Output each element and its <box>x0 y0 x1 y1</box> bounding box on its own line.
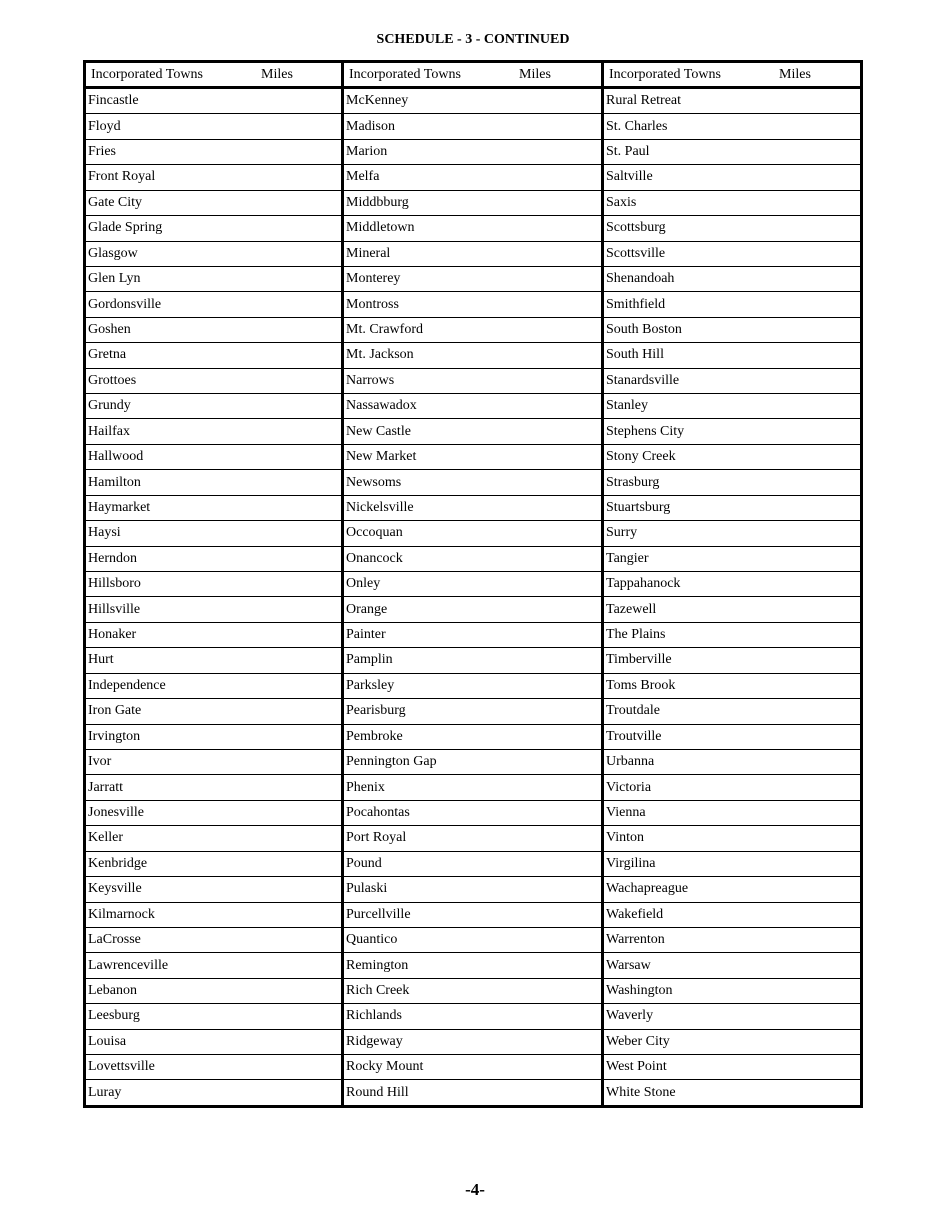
town-cell: Surry <box>604 521 860 546</box>
town-cell: Round Hill <box>346 1084 409 1100</box>
town-cell: Troutdale <box>604 699 860 724</box>
town-cell: Independence <box>86 674 341 699</box>
town-cell: Middbburg <box>344 191 601 216</box>
town-rows <box>86 89 341 1105</box>
town-cell: Shenandoah <box>604 267 860 292</box>
town-cell: Saxis <box>604 191 860 216</box>
town-cell: Pamplin <box>344 648 601 673</box>
town-cell: Gordonsville <box>86 292 341 317</box>
header-towns-label: Incorporated Towns <box>91 66 203 82</box>
town-cell: Honaker <box>86 623 341 648</box>
town-cell: Scottsville <box>604 242 860 267</box>
town-cell: Stony Creek <box>604 445 860 470</box>
town-cell: Remington <box>344 953 601 978</box>
town-cell: Warrenton <box>604 928 860 953</box>
town-cell: Glade Spring <box>86 216 341 241</box>
town-cell: Pembroke <box>344 725 601 750</box>
town-cell: Haysi <box>86 521 341 546</box>
town-cell: Warsaw <box>604 953 860 978</box>
town-cell: Stanley <box>604 394 860 419</box>
town-cell: Wakefield <box>604 903 860 928</box>
town-cell: McKenney <box>344 89 601 114</box>
page-title: SCHEDULE - 3 - CONTINUED <box>376 32 570 47</box>
town-cell: Jarratt <box>86 775 341 800</box>
town-cell: Victoria <box>604 775 860 800</box>
town-cell: Vinton <box>604 826 860 851</box>
town-cell: Madison <box>344 114 601 139</box>
town-cell: Mineral <box>344 242 601 267</box>
town-cell: Hailfax <box>86 419 341 444</box>
town-cell: Marion <box>344 140 601 165</box>
town-cell: Keysville <box>86 877 341 902</box>
town-cell: Gretna <box>86 343 341 368</box>
town-cell: Luray <box>88 1084 122 1100</box>
town-cell: Toms Brook <box>604 674 860 699</box>
town-cell: West Point <box>604 1055 860 1080</box>
header-miles-label: Miles <box>261 66 293 82</box>
town-cell: Gate City <box>86 191 341 216</box>
town-cell: Tangier <box>604 547 860 572</box>
town-cell: Parksley <box>344 674 601 699</box>
town-cell: Port Royal <box>344 826 601 851</box>
town-cell: Haymarket <box>86 496 341 521</box>
town-cell: South Hill <box>604 343 860 368</box>
town-cell: Narrows <box>344 369 601 394</box>
town-cell: Fries <box>86 140 341 165</box>
town-rows <box>604 89 860 1105</box>
town-cell: Mt. Crawford <box>344 318 601 343</box>
town-cell: Fincastle <box>86 89 341 114</box>
town-cell: Monterey <box>344 267 601 292</box>
town-cell: Leesburg <box>86 1004 341 1029</box>
town-cell: Middletown <box>344 216 601 241</box>
town-cell: St. Charles <box>604 114 860 139</box>
town-cell: Stephens City <box>604 419 860 444</box>
town-cell: New Market <box>344 445 601 470</box>
town-cell: Orange <box>344 597 601 622</box>
town-cell: Phenix <box>344 775 601 800</box>
town-cell: Hamilton <box>86 470 341 495</box>
town-cell: Troutville <box>604 725 860 750</box>
town-cell: LaCrosse <box>86 928 341 953</box>
town-cell: Quantico <box>344 928 601 953</box>
town-cell: Mt. Jackson <box>344 343 601 368</box>
town-cell: Strasburg <box>604 470 860 495</box>
column-header <box>344 63 601 89</box>
town-cell: Occoquan <box>344 521 601 546</box>
town-cell: Hillsboro <box>86 572 341 597</box>
town-cell: Kilmarnock <box>86 903 341 928</box>
column-header <box>604 63 860 89</box>
town-cell: Pearisburg <box>344 699 601 724</box>
town-cell: Saltville <box>604 165 860 190</box>
town-cell: Ivor <box>86 750 341 775</box>
header-miles-label: Miles <box>519 66 551 82</box>
town-cell: Montross <box>344 292 601 317</box>
town-cell: Rich Creek <box>344 979 601 1004</box>
town-rows <box>344 89 601 1105</box>
town-cell: Pulaski <box>344 877 601 902</box>
town-cell: Painter <box>344 623 601 648</box>
town-cell: Richlands <box>344 1004 601 1029</box>
towns-column-1 <box>86 63 344 1105</box>
town-cell: Pound <box>344 852 601 877</box>
towns-table <box>83 60 863 1108</box>
town-cell: South Boston <box>604 318 860 343</box>
town-cell: Iron Gate <box>86 699 341 724</box>
town-cell: The Plains <box>604 623 860 648</box>
town-cell: White Stone <box>606 1084 676 1100</box>
town-cell: Kenbridge <box>86 852 341 877</box>
town-cell: Stuartsburg <box>604 496 860 521</box>
town-cell: St. Paul <box>604 140 860 165</box>
town-cell: Keller <box>86 826 341 851</box>
town-cell: Lawrenceville <box>86 953 341 978</box>
town-cell: Waverly <box>604 1004 860 1029</box>
town-cell: Glen Lyn <box>86 267 341 292</box>
town-cell: Front Royal <box>86 165 341 190</box>
town-cell: Vienna <box>604 801 860 826</box>
town-cell: Hallwood <box>86 445 341 470</box>
column-header <box>86 63 341 89</box>
town-cell: Newsoms <box>344 470 601 495</box>
town-cell: Glasgow <box>86 242 341 267</box>
town-cell: Grundy <box>86 394 341 419</box>
page-number: -4- <box>465 1180 485 1199</box>
towns-column-3 <box>604 63 860 1105</box>
town-cell: Urbanna <box>604 750 860 775</box>
town-cell: Hurt <box>86 648 341 673</box>
town-cell: Floyd <box>86 114 341 139</box>
header-towns-label: Incorporated Towns <box>349 66 461 82</box>
town-cell: Hillsville <box>86 597 341 622</box>
town-cell: Onancock <box>344 547 601 572</box>
town-cell: Irvington <box>86 725 341 750</box>
town-cell: Stanardsville <box>604 369 860 394</box>
town-cell: Melfa <box>344 165 601 190</box>
town-cell: Washington <box>604 979 860 1004</box>
town-cell: Goshen <box>86 318 341 343</box>
town-cell: Pocahontas <box>344 801 601 826</box>
town-cell: Purcellville <box>344 903 601 928</box>
town-cell: Rocky Mount <box>344 1055 601 1080</box>
town-cell: Timberville <box>604 648 860 673</box>
town-cell: Louisa <box>86 1030 341 1055</box>
header-miles-label: Miles <box>779 66 811 82</box>
towns-column-2 <box>344 63 604 1105</box>
town-cell: Smithfield <box>604 292 860 317</box>
town-cell: Ridgeway <box>344 1030 601 1055</box>
town-cell: Nassawadox <box>344 394 601 419</box>
town-cell: Lovettsville <box>86 1055 341 1080</box>
town-cell: Tazewell <box>604 597 860 622</box>
town-cell: New Castle <box>344 419 601 444</box>
town-cell: Scottsburg <box>604 216 860 241</box>
town-cell: Rural Retreat <box>604 89 860 114</box>
town-cell: Tappahanock <box>604 572 860 597</box>
town-cell: Herndon <box>86 547 341 572</box>
town-cell: Nickelsville <box>344 496 601 521</box>
town-cell: Grottoes <box>86 369 341 394</box>
header-towns-label: Incorporated Towns <box>609 66 721 82</box>
town-cell: Weber City <box>604 1030 860 1055</box>
town-cell: Pennington Gap <box>344 750 601 775</box>
town-cell: Virgilina <box>604 852 860 877</box>
town-cell: Onley <box>344 572 601 597</box>
town-cell: Lebanon <box>86 979 341 1004</box>
town-cell: Wachapreague <box>604 877 860 902</box>
town-cell: Jonesville <box>86 801 341 826</box>
